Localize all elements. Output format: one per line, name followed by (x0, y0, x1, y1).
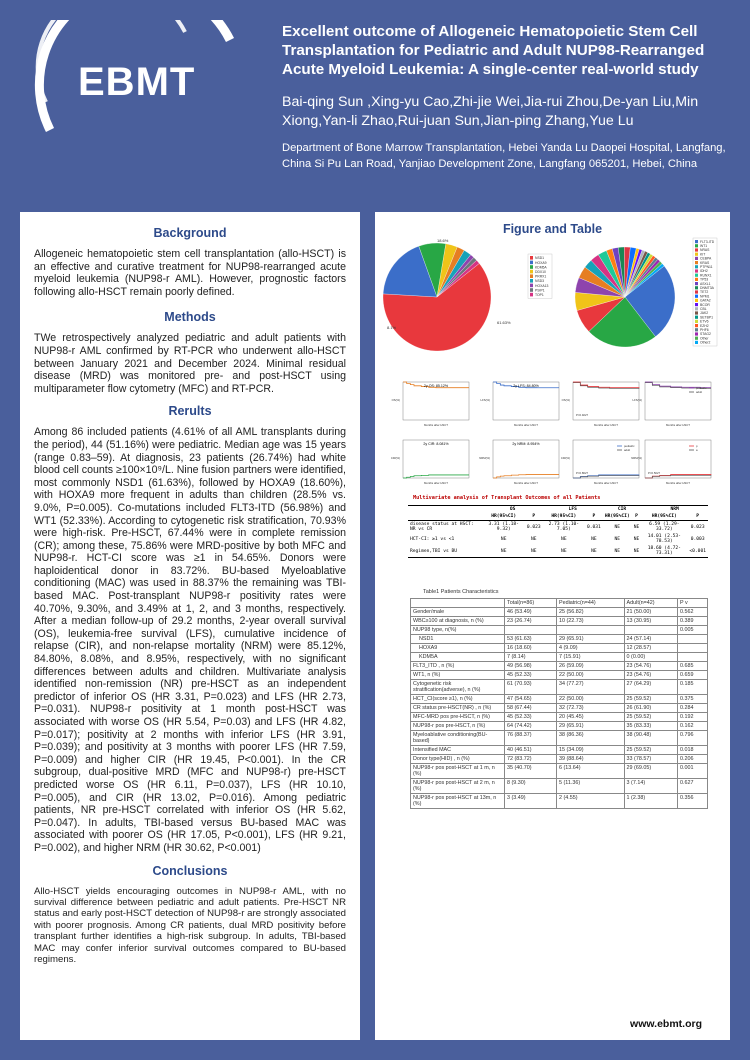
km-plot-ylabel: NRM(%) (631, 456, 642, 460)
table-cell: NE (483, 545, 525, 558)
table-row (411, 755, 708, 764)
table-cell: 61 (70.93) (505, 680, 557, 695)
table-cell: 13 (30.95) (624, 617, 677, 626)
pie1-label-kdm5a: 8.1% (387, 325, 397, 330)
table-cell: 76 (88.37) (505, 731, 557, 746)
km-legend-label: adult (624, 448, 631, 452)
table-row (411, 653, 708, 662)
authors: Bai-qing Sun ,Xing-yu Cao,Zhi-jie Wei,Jia-rui Zhou,De-yan Liu,Min Xiong,Yan-li Zhao,Rui-juan Sun,Jian-ping Zhang,Yue Lu (282, 94, 699, 129)
km-plot-xlabel: Months after HSCT (424, 423, 448, 427)
km-plot-ylabel: CIR(%) (560, 456, 570, 460)
pie2-legend-swatch (695, 278, 698, 281)
table-cell: 35 (40.70) (505, 764, 557, 779)
table-cell: 23 (54.76) (624, 671, 677, 680)
table-cell: 0.356 (678, 794, 708, 809)
table-cell: 25 (56.82) (557, 608, 625, 617)
table-cell: NUP98-r pos post-HSCT at 1 m, n (%) (411, 764, 505, 779)
mv-subheader: HR(95%CI) (543, 513, 585, 521)
km-plot-ylabel: OS(%) (391, 398, 400, 402)
table-row (408, 545, 708, 558)
table-cell: Gender/male (411, 608, 505, 617)
table-cell: 35 (83.33) (624, 722, 677, 731)
table-cell: NE (525, 545, 543, 558)
table-cell: NE (632, 545, 642, 558)
pie2-legend-swatch (695, 253, 698, 256)
table-cell: 5 (11.36) (557, 779, 625, 794)
pie2-legend-label: BCOR (700, 302, 710, 307)
table-cell: KDM5A (411, 653, 505, 662)
table-cell: 0.685 (678, 662, 708, 671)
methods-text: TWe retrospectively analyzed pediatric and adult patients with NUP98-r AML confirmed by RT-PCR who underwent allo-HSCT between January 2021 and December 2024. Minimal residual disease (MRD) was monitored pre- and post-HSCT using multiparameter flow cytometry (MFC) and RT-PCR. (34, 332, 346, 395)
table-cell: NE (633, 524, 640, 530)
logo-text: EBMT (78, 60, 196, 104)
table-cell: 0.375 (678, 695, 708, 704)
results-title: Rerults (168, 404, 212, 419)
table-row (411, 617, 708, 626)
pie2-legend-swatch (695, 257, 698, 260)
table-row (408, 533, 708, 545)
table-cell: Regimen,TBI vs BU (408, 545, 483, 558)
pie1-legend-swatch (530, 270, 533, 274)
km-plot-title: 2y LFS: 84.80% (513, 384, 539, 388)
pie1-legend-swatch (530, 265, 533, 269)
pie2-legend-label: CEBPA (700, 256, 712, 261)
conclusions-title: Conclusions (152, 863, 228, 878)
km-plot-title: 2y CIR: 8.081% (423, 442, 449, 446)
right-panel (375, 212, 730, 1040)
table-header (411, 599, 505, 608)
pie2-legend-swatch (695, 290, 698, 293)
km-plot-title: 2y NRM: 8.954% (512, 442, 540, 446)
table-cell: 39 (88.64) (557, 755, 625, 764)
table-cell: 45 (52.33) (505, 713, 557, 722)
affiliation: Department of Bone Marrow Transplantation, Hebei Yanda Lu Daopei Hospital, Langfang, China Si Pu Lan Road, Yanjiao Development Zone, Langfang 065201, Hebei, China (282, 142, 726, 170)
poster-header (282, 22, 732, 172)
table-cell: 0.005 (678, 626, 708, 635)
pie1-legend-label: PSIP1 (535, 288, 545, 293)
table-cell: WBC≥100 at diagnosis, n (%) (411, 617, 505, 626)
km-plot-title: 2y OS: 85.12% (423, 384, 449, 388)
km-legend-label: p (696, 444, 698, 448)
pie2-legend-label: Other (700, 336, 709, 341)
methods-title: Methods (164, 310, 216, 325)
table-cell: 2.73 (1.10-7.05) (548, 522, 580, 532)
table-cell: NE (633, 536, 640, 542)
km-plot-xlabel: Months after HSCT (594, 423, 618, 427)
table-cell: 0.023 (690, 524, 705, 530)
table-header: P v (678, 599, 708, 608)
table-cell: 34 (77.27) (557, 680, 625, 695)
table-cell: NE (500, 536, 507, 542)
table-cell: 0.562 (678, 608, 708, 617)
pie2-legend-swatch (695, 324, 698, 327)
pie2-legend-label: ETV6 (700, 319, 709, 324)
table-row (411, 635, 708, 644)
pie2-legend-swatch (695, 307, 698, 310)
table-cell: NE (603, 545, 632, 558)
table-cell: 25 (59.52) (624, 713, 677, 722)
table-cell: <0.001 (687, 545, 708, 558)
table-cell: HOXA9 (411, 644, 505, 653)
table-cell: WT1, n (%) (411, 671, 505, 680)
table-cell: 20 (45.45) (557, 713, 625, 722)
table-cell: 33 (78.57) (624, 755, 677, 764)
table-cell: FLT3_ITD , n (%) (411, 662, 505, 671)
table-cell: 72 (83.72) (505, 755, 557, 764)
pie1-legend-label: PRRX1 (535, 274, 547, 279)
background-title: Background (153, 226, 227, 240)
results-text: Among 86 included patients (4.61% of all AML transplants during the period), 44 (51.16%) were pediatric. Median age was 15 years (range 0.83–59). At diagnosis, 23 patients (26.74%) had white blood cell counts ≥100×10⁹/L. Nine fusion partners were identified, most commonly NSD1 (61.63%), followed by HOXA9 (18.60%), with HOXA9 more frequent in adults than children (28.5% vs. 9.0%, P=0.005). Co-mutations included FLT3-ITD (56.98%) and WT1 (52.33%). According to cytogenetic risk stratification, 70.93% were high-risk. Pre-HSCT, 67.44% were in complete remission (CR); among these, 75.86% were MRD-positive by both MFC and NUP98-r. HCT-CI score was ≥1 in 54.65%. Donors were haploidentical donor in 83.72%. BU-based Myeloablative conditioning (MAC) was used in 88.37% the remaining was TBI-based MAC. Post-transplant NUP98-r positivity rates were 40.70%, 9.30%, and 3.49% at 1, 2, and 3 months, respectively. After a median follow-up of 29.2 months, 2-year overall survival (OS), leukemia-free survival (LFS), cumulative incidence of relapse (CIR), and non-relapse mortality (NRM) were 85.12%, 84.80%, 8.08%, and 8.95%, respectively, with no significant differences between adults and children. Multivariate analysis identified non-remission (NR) pre-HSCT as an independent predictor of inferior OS (HR 3.31, P=0.023) and LFS (HR 2.73, P=0.031). NUP98-r positivity at 1 month post-HSCT was associated with worse OS (HR 5.54, P=0.03) and LFS (HR 4.82, P=0.017); positivity at 2 months with inferior LFS (HR 3.91, P=0.039); and positivity at 3 months with poorer LFS (HR 7.59, P=0.009) and higher CIR (HR 19.45, P<0.001). In the CR subgroup, dual-positive MRD (MFC and NUP98-r) pre-HSCT predicted worse OS (HR 6.11, P=0.037), LFS (HR 10.10, P=0.005), and CIR (HR 13.02, P=0.016). Among pediatric patients, NR pre-HSCT correlated with inferior OS (HR 5.62, P=0.047). In adults, TBI-based versus BU-based MAC was associated with poorer OS (HR 17.05, P<0.001), LFS (HR 9.21, P=0.002), and higher NRM (HR 30.62, P<0.001) (34, 426, 346, 854)
km-plot-pvalue: P=0.9227 (576, 413, 589, 417)
table-cell: 24 (57.14) (624, 635, 677, 644)
table-cell (624, 626, 677, 635)
table-cell: 6 (13.64) (557, 764, 625, 779)
pie2-legend-swatch (695, 244, 698, 247)
pie2-legend-swatch (695, 337, 698, 340)
table-cell: HCT-CI: ≥1 vs <1 (410, 536, 455, 542)
pie2-legend-swatch (695, 286, 698, 289)
km-plot-xlabel: Months after HSCT (514, 423, 538, 427)
mv-group-nrm: NRM (641, 506, 708, 514)
mv-group-cir: CIR (603, 506, 641, 514)
pie1-legend-swatch (530, 274, 533, 278)
pie2-legend-swatch (695, 282, 698, 285)
pie2-legend-swatch (695, 316, 698, 319)
km-plot-ylabel: LFS(%) (632, 398, 642, 402)
pie1-legend-label: NSD1 (535, 256, 545, 261)
mv-subheader: P (585, 513, 603, 521)
km-plot-xlabel: Months after HSCT (666, 481, 690, 485)
table-cell: 0.001 (678, 764, 708, 779)
table-cell: 64 (74.42) (505, 722, 557, 731)
ebmt-logo (20, 20, 270, 160)
pie2-legend-label: KRAS (700, 260, 710, 265)
table-cell: 0.162 (678, 722, 708, 731)
table-cell: NE (561, 536, 567, 542)
pie1-legend-label: HOXA13 (535, 283, 549, 288)
table-cell: 53 (61.63) (505, 635, 557, 644)
table-cell: 0.031 (586, 524, 601, 530)
pie2-legend-label: Other2 (700, 340, 711, 345)
pie2-legend-swatch (695, 341, 698, 344)
pie1-legend-swatch (530, 293, 533, 297)
table-cell: 0.659 (678, 671, 708, 680)
background-text: Allogeneic hematopoietic stem cell transplantation (allo-HSCT) is an effective and curative treatment for NUP98-rearranged acute myeloid leukemia (NUP98-r AML). However, prognostic factors following allo-HSCT remain poorly defined. (34, 248, 346, 298)
table1-title: Table1 Patients Characteristics (423, 589, 499, 595)
table-cell: HCT_CI(score ≥1), n (%) (411, 695, 505, 704)
table-cell: Myeloablative conditioning(BU-based) (411, 731, 505, 746)
table-cell: 40 (46.51) (505, 746, 557, 755)
poster-title: Excellent outcome of Allogeneic Hematopoietic Stem Cell Transplantation for Pediatric and Adult NUP98-Rearranged Acute Myeloid Leukemia: A single-center real-world study (282, 23, 705, 78)
table-cell: 38 (86.36) (557, 731, 625, 746)
table-cell: NE (591, 536, 597, 542)
table-cell (505, 626, 557, 635)
table-row (411, 671, 708, 680)
table-cell: MFC-MRD pos pre-HSCT, n (%) (411, 713, 505, 722)
mv-subheader: P (687, 513, 708, 521)
table-cell: 22 (50.00) (557, 671, 625, 680)
pie2-legend-label: TET2 (700, 290, 709, 295)
multivariate-table (408, 505, 708, 558)
mv-subheader: HR(95%CI) (483, 513, 525, 521)
table-cell: 0.796 (678, 731, 708, 746)
table-cell: 0.389 (678, 617, 708, 626)
table-cell: 58 (67.44) (505, 704, 557, 713)
pie2-legend-swatch (695, 265, 698, 268)
table-cell: 0.192 (678, 713, 708, 722)
table-row (411, 680, 708, 695)
km-plot-ylabel: OS(%) (561, 398, 570, 402)
table-cell: CR status pre-HSCT(NR) , n (%) (411, 704, 505, 713)
pie1-legend-swatch (530, 279, 533, 283)
table-row (411, 764, 708, 779)
pie2-legend-swatch (695, 320, 698, 323)
figure-section-title: Figure and Table (502, 222, 603, 236)
pie2-legend-swatch (695, 295, 698, 298)
table-header: Pediatric(n=44) (557, 599, 625, 608)
km-legend-label: pediatric (696, 386, 707, 390)
pie2-legend-label: NPM1 (700, 294, 710, 299)
table-cell: 18.60 (4.72-73.31) (641, 545, 687, 558)
table-cell: 0.018 (678, 746, 708, 755)
table-cell: 1 (2.38) (624, 794, 677, 809)
conclusions-text: Allo-HSCT yields encouraging outcomes in NUP98-r AML, with no survival difference between pediatric and adult patients. Pre-HSCT NR status and early post-HSCT detection of NUP98-r are strongly associated with poorer prognosis. Among CR patients, dual MRD positivity before transplant further identifies a high-risk subgroup. In adults, TBI-based MAC may confer inferior survival outcomes compared to BU-based regimens. (34, 885, 346, 965)
table-cell: NUP98-r pos post-HSCT at 2 m, n (%) (411, 779, 505, 794)
table-cell: NE (585, 545, 603, 558)
pie2-legend-swatch (695, 311, 698, 314)
table-cell: Donor type(HID) , n (%) (411, 755, 505, 764)
table-row (411, 746, 708, 755)
km-plot-ylabel: LFS(%) (480, 398, 490, 402)
pie1-legend-label: TOP1 (535, 293, 544, 297)
left-panel (20, 212, 360, 1040)
pie2-legend-label: DNMT3A (700, 286, 714, 290)
mv-subheader: P (525, 513, 543, 521)
table-row (411, 704, 708, 713)
table-cell: 16 (18.60) (505, 644, 557, 653)
table-cell: 3 (7.14) (624, 779, 677, 794)
table-cell: 6.59 (1.29-33.72) (649, 522, 680, 532)
table-cell: 8 (9.30) (505, 779, 557, 794)
table-cell: 47 (54.65) (505, 695, 557, 704)
table-cell: 29 (69.05) (624, 764, 677, 779)
table-cell: NUP98-r pos post-HSCT at 13m, n (%) (411, 794, 505, 809)
table-row (408, 521, 708, 534)
km-plot-xlabel: Months after HSCT (594, 481, 618, 485)
multivariate-title: Multivariate analysis of Transplant Outcomes of all Patients (413, 495, 601, 501)
pie2-legend-label: TP53 (700, 277, 709, 282)
table-cell: 0.284 (678, 704, 708, 713)
pie2-legend-swatch (695, 261, 698, 264)
pie2-legend-swatch (695, 328, 698, 331)
pie1-legend-swatch (530, 261, 533, 265)
pie1-legend-label: HOXA9 (535, 260, 547, 265)
table-cell: 29 (65.91) (557, 635, 625, 644)
pie1-legend-swatch (530, 288, 533, 292)
table-cell: 0 (0.00) (624, 653, 677, 662)
pie2-legend-label: CBL (700, 307, 707, 311)
table-cell: NE (543, 545, 585, 558)
table-cell: NE (614, 524, 621, 530)
characteristics-table (410, 598, 708, 809)
table-cell: 3.31 (1.18-9.32) (488, 522, 519, 532)
pie2-legend-swatch (695, 240, 698, 243)
pie2-legend-swatch (695, 303, 698, 306)
table-cell: NSD1 (411, 635, 505, 644)
table-cell: 27 (64.29) (624, 680, 677, 695)
pie2-legend-label: IDH2 (700, 269, 708, 274)
table-cell: 49 (56.98) (505, 662, 557, 671)
mv-subheader: P (632, 513, 642, 521)
footer-url[interactable]: www.ebmt.org (630, 1018, 702, 1030)
table-row (411, 695, 708, 704)
table-cell: 29 (65.91) (557, 722, 625, 731)
pie2-legend-label: KIT (700, 252, 706, 257)
table-row (411, 722, 708, 731)
table-cell: 45 (52.33) (505, 671, 557, 680)
km-plot-xlabel: Months after HSCT (424, 481, 448, 485)
pie2-legend-label: EZH2 (700, 323, 709, 328)
mv-group-os: OS (483, 506, 543, 514)
table-header: Adult(n=42) (624, 599, 677, 608)
pie2-legend-label: STAG2 (700, 332, 711, 337)
table-cell: 7 (8.14) (505, 653, 557, 662)
pie2-legend-label: WT1 (700, 244, 708, 248)
table-cell: 32 (72.73) (557, 704, 625, 713)
mv-subheader: HR(95%CI) (604, 514, 630, 519)
km-plot-ylabel: NRM(%) (479, 456, 490, 460)
mv-group-lfs: LFS (543, 506, 603, 514)
pie2-legend-swatch (695, 332, 698, 335)
table-cell: 25 (59.52) (624, 746, 677, 755)
km-plot-xlabel: Months after HSCT (514, 481, 538, 485)
km-plot-xlabel: Months after HSCT (666, 423, 690, 427)
table-row (411, 713, 708, 722)
pie2-legend-label: ASXL1 (700, 281, 711, 286)
table-cell: disease status at HSCT: NR vs CR (410, 522, 474, 532)
mv-subheader: HR(95%CI) (641, 513, 687, 521)
table-cell (678, 644, 708, 653)
table-cell: 0.627 (678, 779, 708, 794)
table-cell: NE (530, 536, 537, 542)
table-row (411, 779, 708, 794)
pie2-legend-label: SETBP1 (700, 315, 714, 320)
table-cell: 7 (15.91) (557, 653, 625, 662)
table-cell: 21 (50.00) (624, 608, 677, 617)
pie2-legend-swatch (695, 299, 698, 302)
pie1-label-hoxa9: 18.6% (437, 238, 449, 243)
table-cell: 2 (4.55) (557, 794, 625, 809)
table-cell: NE (614, 536, 621, 542)
pie2-legend-label: GATA2 (700, 298, 711, 303)
table-row (411, 626, 708, 635)
pie2-legend-label: RUNX1 (700, 273, 712, 278)
km-plot-ylabel: CIR(%) (390, 456, 400, 460)
table-cell: 26 (59.09) (557, 662, 625, 671)
table-row (411, 794, 708, 809)
table-cell: 46 (53.49) (505, 608, 557, 617)
table-cell: NUP98 type, n(%) (411, 626, 505, 635)
table-cell: 3 (3.49) (505, 794, 557, 809)
km-legend-label: a (696, 448, 698, 452)
table-header: Total(n=86) (505, 599, 557, 608)
table-cell: 0.003 (690, 536, 705, 542)
table-row (411, 731, 708, 746)
pie1-legend-swatch (530, 284, 533, 288)
pie1-legend-label: DDX10 (535, 270, 546, 274)
table-cell: 38 (90.48) (624, 731, 677, 746)
km-legend-label: pediatric (624, 444, 635, 448)
pie1-label-nsd1: 61.63% (497, 320, 511, 325)
table-cell: NUP98-r pos pre-HSCT, n (%) (411, 722, 505, 731)
table-cell: 15 (34.09) (557, 746, 625, 755)
km-plot-pvalue: P=0.8627 (576, 471, 589, 475)
table-cell: 0.023 (526, 524, 541, 530)
table-cell: 0.185 (678, 680, 708, 695)
table-cell: 12 (28.57) (624, 644, 677, 653)
pie2-legend-label: FLT3-ITD (700, 239, 715, 244)
pie1-legend-label: KDM5A (535, 265, 547, 270)
table-row (411, 644, 708, 653)
pie2-legend-label: JAK2 (700, 311, 709, 316)
pie2-legend-swatch (695, 269, 698, 272)
table-cell: 26 (61.90) (624, 704, 677, 713)
pie1-legend-label: NSD3 (535, 279, 545, 284)
table-row (411, 662, 708, 671)
table-cell: 4 (9.09) (557, 644, 625, 653)
pie2-legend-label: PHF6 (700, 328, 709, 332)
pie2-legend-label: NRAS (700, 248, 710, 253)
pie2-legend-swatch (695, 274, 698, 277)
table-cell (557, 626, 625, 635)
pie2-legend-swatch (695, 248, 698, 251)
table-cell: 23 (26.74) (505, 617, 557, 626)
table-cell: Cytogenetic risk stratification(adverse), n (%) (411, 680, 505, 695)
pie1-legend-swatch (530, 256, 533, 260)
table-cell (678, 653, 708, 662)
table-cell: 14.01 (2.53-78.53) (647, 534, 681, 544)
km-plot-pvalue: P=0.5027 (648, 471, 661, 475)
table-cell: 0.206 (678, 755, 708, 764)
table-cell: 22 (50.00) (557, 695, 625, 704)
table-cell (678, 635, 708, 644)
table-cell: 10 (22.73) (557, 617, 625, 626)
km-legend-label: adult (696, 390, 703, 394)
table-row (411, 608, 708, 617)
table-cell: 23 (54.76) (624, 662, 677, 671)
table-cell: 25 (59.52) (624, 695, 677, 704)
pie2-legend-label: PTPN11 (700, 265, 713, 269)
table-cell: Intensified MAC (411, 746, 505, 755)
